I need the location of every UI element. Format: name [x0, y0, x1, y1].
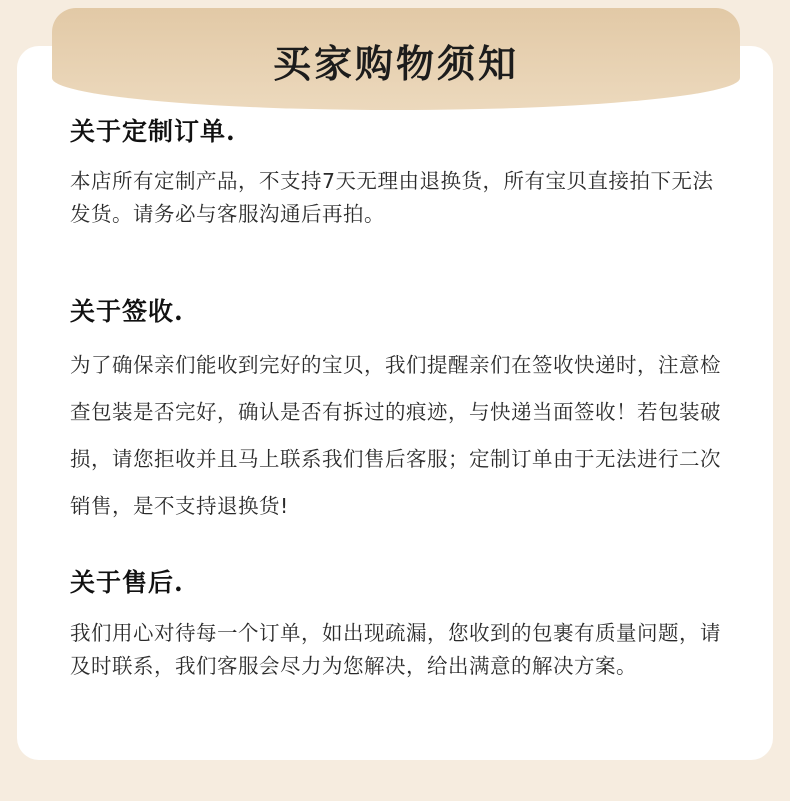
- section-title: 关于定制订单.: [70, 117, 236, 146]
- section-after-sales: [70, 563, 730, 683]
- header-banner: [52, 8, 740, 110]
- section-title: 关于售后.: [70, 568, 184, 597]
- page-title: 买家购物须知: [272, 40, 519, 86]
- section-delivery-receipt: [70, 292, 730, 530]
- section-title: 关于签收.: [70, 297, 184, 326]
- section-custom-orders: [70, 112, 730, 231]
- section-body: 我们用心对待每一个订单，如出现疏漏，您收到的包裹有质量问题，请及时联系，我们客服会尽力为您解决，给出满意的解决方案。: [70, 621, 721, 678]
- section-body: 为了确保亲们能收到完好的宝贝，我们提醒亲们在签收快递时，注意检查包装是否完好，确认是否有拆过的痕迹，与快递当面签收！若包装破损，请您拒收并且马上联系我们售后客服；定制订单由于无法进行二次销售，是不支持退换货!: [70, 353, 721, 518]
- section-body: 本店所有定制产品，不支持7天无理由退换货，所有宝贝直接拍下无法发货。请务必与客服沟通后再拍。: [70, 169, 714, 226]
